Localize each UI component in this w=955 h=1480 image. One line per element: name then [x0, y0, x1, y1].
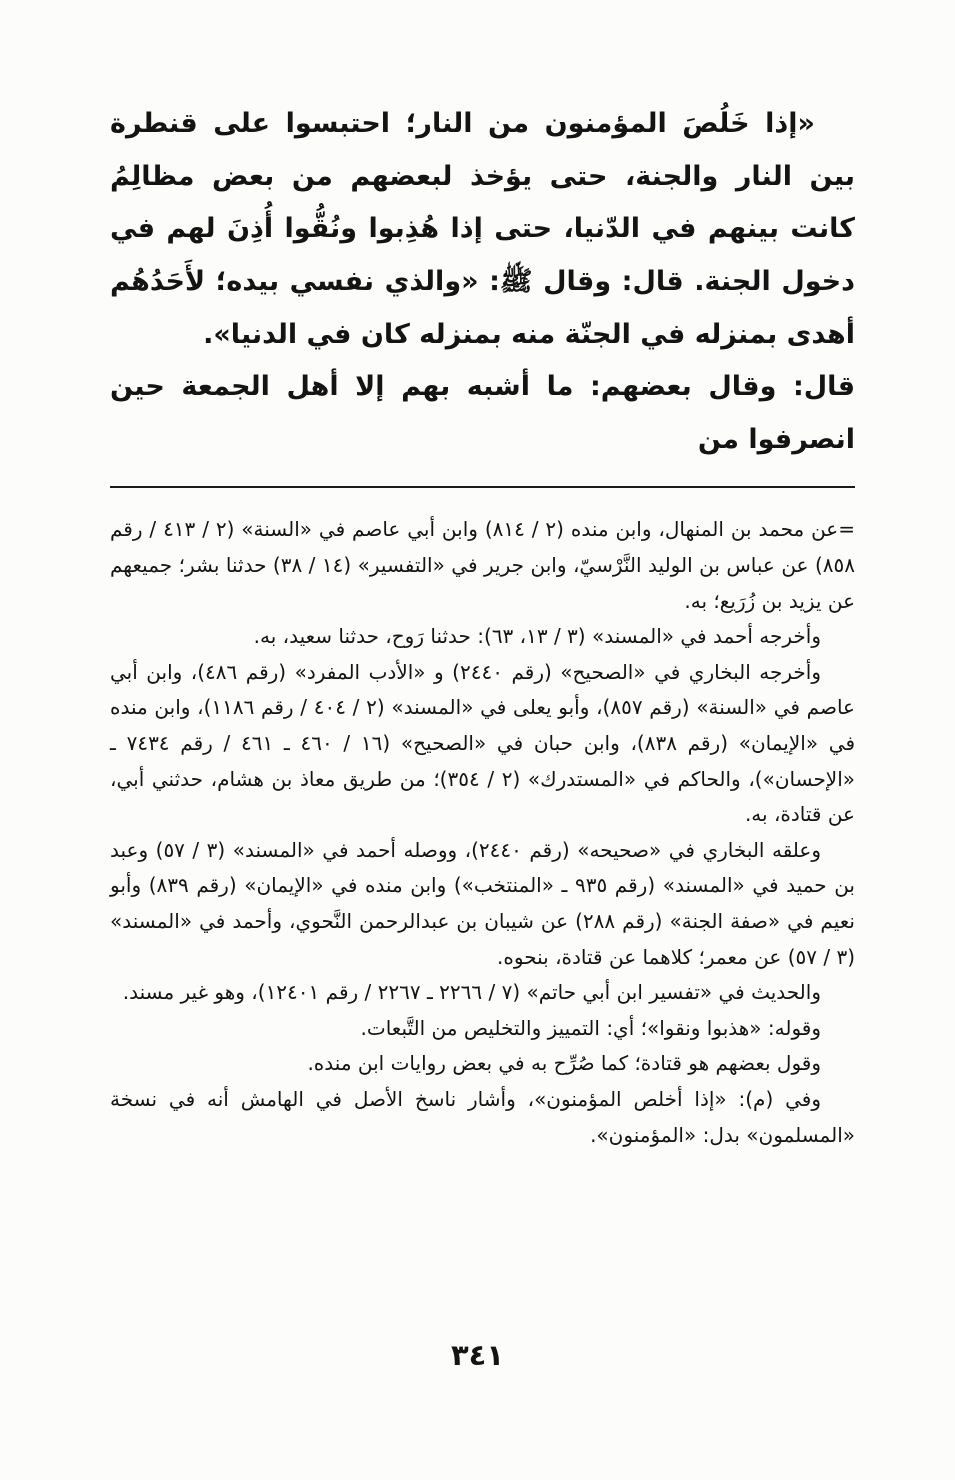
footnote-separator — [110, 486, 855, 488]
page-number: ٣٤١ — [450, 1338, 505, 1372]
footnote-paragraph: وأخرجه أحمد في «المسند» (٣ / ١٣، ٦٣): حدثنا رَوح، حدثنا سعيد، به. — [253, 624, 821, 649]
hadith-paragraph: «إذا خَلُصَ المؤمنون من النار؛ احتبسوا على قنطرة بين النار والجنة، حتى يؤخذ لبعضهم من بعض مظالِمُ كانت بينهم في الدّنيا، حتى إذا هُذِبوا ونُقُّوا أُذِنَ لهم في دخول الجنة. قال: وقال ﷺ: «والذي نفسي بيده؛ لأَحَدُهُم أهدى بمنزله في الجنّة منه بمنزله كان في الدنيا». — [110, 108, 855, 350]
hadith-text-block — [110, 98, 855, 466]
footnote-paragraph: وأخرجه البخاري في «الصحيح» (رقم ٢٤٤٠) و «الأدب المفرد» (رقم ٤٨٦)، وابن أبي عاصم في «السنة» (رقم ٨٥٧)، وأبو يعلى في «المسند» (٢ / ٤٠٤ / رقم ١١٨٦)، وابن منده في «الإيمان» (رقم ٨٣٨)، وابن حبان في «الصحيح» (١٦ / ٤٦٠ ـ ٤٦١ / رقم ٧٤٣٤ ـ «الإحسان»)، والحاكم في «المستدرك» (٢ / ٣٥٤)؛ من طريق معاذ بن هشام، حدثني أبي، عن قتادة، به. — [110, 659, 856, 827]
footnote-paragraph: =عن محمد بن المنهال، وابن منده (٢ / ٨١٤) وابن أبي عاصم في «السنة» (٢ / ٤١٣ / رقم ٨٥٨) عن عباس بن الوليد النَّرْسيّ، وابن جرير في «التفسير» (١٤ / ٣٨) حدثنا بشر؛ جميعهم عن يزيد بن زُرَيع؛ به. — [110, 517, 856, 613]
footnotes-block — [110, 512, 855, 1153]
footnote-paragraph: وقول بعضهم هو قتادة؛ كما صُرِّح به في بعض روايات ابن منده. — [307, 1051, 821, 1076]
footnote-paragraph: وقوله: «هذبوا ونقوا»؛ أي: التمييز والتخليص من التَّبعات. — [360, 1015, 821, 1040]
footnote-paragraph: والحديث في «تفسير ابن أبي حاتم» (٧ / ٢٢٦٦ ـ ٢٢٦٧ / رقم ١٢٤٠١)، وهو غير مسند. — [122, 980, 821, 1005]
footnote-paragraph: وعلقه البخاري في «صحيحه» (رقم ٢٤٤٠)، ووصله أحمد في «المسند» (٣ / ٥٧) وعبد بن حميد في «المسند» (رقم ٩٣٥ ـ «المنتخب») وابن منده في «الإيمان» (رقم ٨٣٩) وأبو نعيم في «صفة الجنة» (رقم ٢٨٨) عن شيبان بن عبدالرحمن النَّحوي، وأحمد في «المسند» (٣ / ٥٧) عن معمر؛ كلاهما عن قتادة، بنحوه. — [110, 837, 855, 969]
hadith-paragraph: قال: وقال بعضهم: ما أشبه بهم إلا أهل الجمعة حين انصرفوا من — [110, 371, 855, 455]
footnote-paragraph: وفي (م): «إذا أخلص المؤمنون»، وأشار ناسخ الأصل في الهامش أنه في نسخة «المسلمون» بدل: «المؤمنون». — [110, 1086, 855, 1147]
